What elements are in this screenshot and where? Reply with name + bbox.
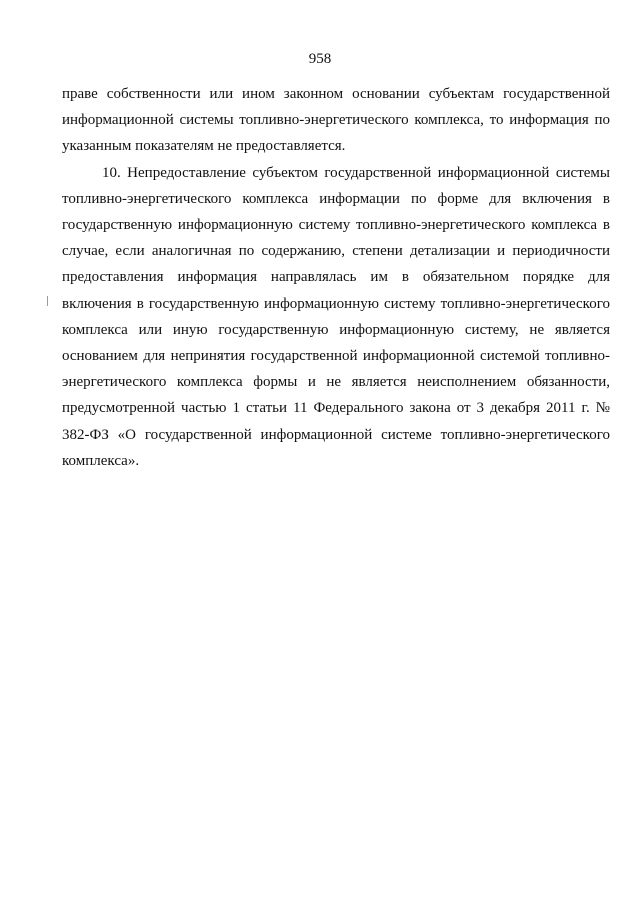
scan-margin-mark xyxy=(47,296,48,306)
document-body xyxy=(62,81,610,474)
paragraph-item-10: 10. Непредоставление субъектом государственной информационной системы топливно-энергетического комплекса информации по форме для включения в государственную информационную систему топливно-энергетического комплекса в случае, если аналогичная по содержанию, степени детализации и периодичности предоставления информация направлялась им в обязательном порядке для включения в государственную информационную систему топливно-энергетического комплекса или иную государственную информационную систему, не является основанием для непринятия государственной информационной системой топливно-энергетического комплекса формы и не является неисполнением обязанности, предусмотренной частью 1 статьи 11 Федерального закона от 3 декабря 2011 г. № 382-ФЗ «О государственной информационной системе топливно-энергетического комплекса». xyxy=(62,164,610,469)
page-number: 958 xyxy=(308,51,332,67)
paragraph-continuation: праве собственности или ином законном основании субъектам государственной информационной системы топливно-энергетического комплекса, то информация по указанным показателям не предоставляется. xyxy=(62,86,610,155)
